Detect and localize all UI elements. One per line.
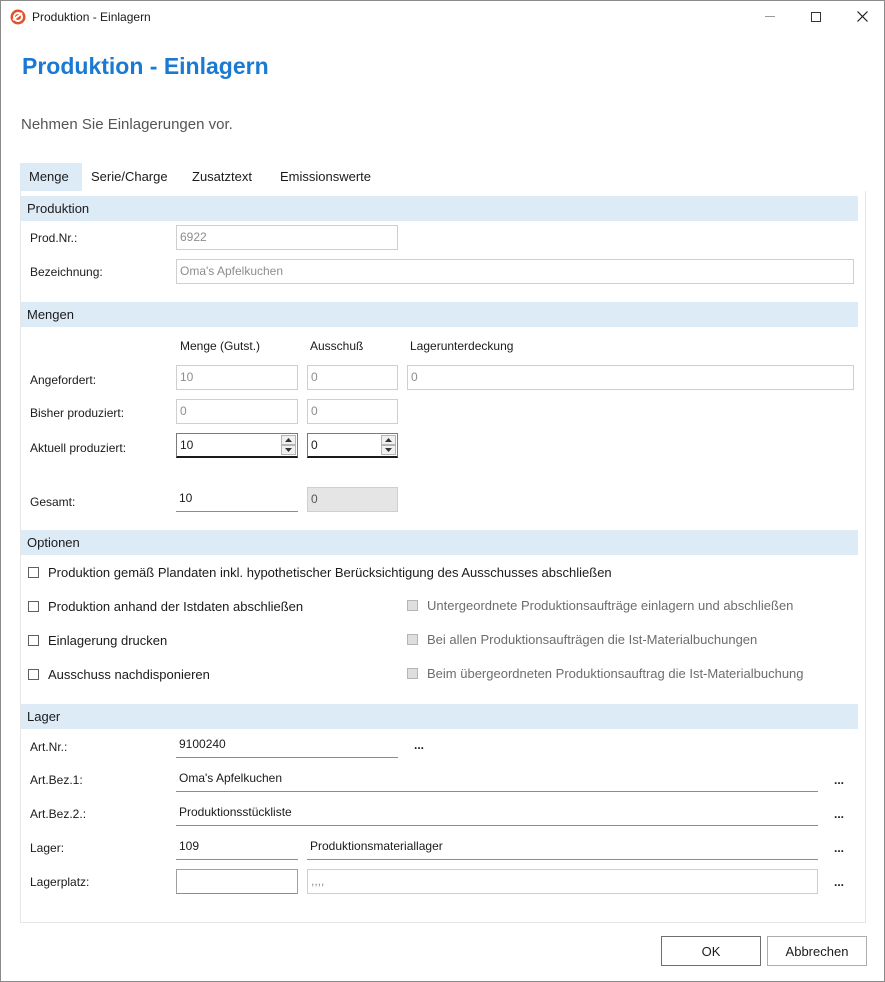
checkbox-untergeordnete-einlagern xyxy=(407,598,793,613)
artbez2-lookup-button[interactable]: ... xyxy=(834,807,845,821)
checkbox-box xyxy=(28,601,39,612)
artnr-lookup-button[interactable]: ... xyxy=(414,738,425,752)
maximize-icon xyxy=(811,12,821,22)
spin-down-button[interactable] xyxy=(281,445,296,455)
gesamt-ausschuss-field: 0 xyxy=(307,487,398,512)
tab-menge[interactable]: Menge xyxy=(20,163,82,191)
page-subtitle: Nehmen Sie Einlagerungen vor. xyxy=(21,116,233,133)
aktuell-menge-value: 10 xyxy=(180,438,194,452)
column-header-menge: Menge (Gutst.) xyxy=(180,339,261,353)
cancel-button[interactable]: Abbrechen xyxy=(767,936,867,966)
aktuell-ausschuss-spin-buttons xyxy=(381,435,396,455)
lager-lookup-button[interactable]: ... xyxy=(834,841,845,855)
bisher-produziert-label: Bisher produziert: xyxy=(30,406,125,420)
lager-label: Lager: xyxy=(30,841,65,855)
checkbox-label: Beim übergeordneten Produktionsauftrag die Ist-Materialbuchung xyxy=(427,666,804,681)
checkbox-box xyxy=(28,567,39,578)
tab-zusatztext[interactable]: Zusatztext xyxy=(192,169,252,184)
aktuell-ausschuss-stepper[interactable] xyxy=(307,433,398,458)
close-button[interactable] xyxy=(839,1,885,32)
checkbox-alle-ist-materialbuchungen xyxy=(407,632,757,647)
window-title: Produktion - Einlagern xyxy=(32,10,151,24)
aktuell-menge-spin-buttons xyxy=(281,435,296,455)
bisher-menge-field[interactable]: 0 xyxy=(176,399,298,424)
bisher-ausschuss-field[interactable]: 0 xyxy=(307,399,398,424)
gesamt-menge-field[interactable]: 10 xyxy=(176,487,298,512)
angefordert-lagerunterdeckung-field[interactable]: 0 xyxy=(407,365,854,390)
title-bar xyxy=(1,1,884,32)
angefordert-ausschuss-field[interactable]: 0 xyxy=(307,365,398,390)
section-mengen: Mengen xyxy=(21,302,858,327)
lager-code-field[interactable]: 109 xyxy=(176,835,298,860)
checkbox-ausschuss-nachdisponieren[interactable] xyxy=(28,667,210,682)
checkbox-label: Ausschuss nachdisponieren xyxy=(48,667,210,682)
section-optionen: Optionen xyxy=(21,530,858,555)
aktuell-menge-stepper[interactable] xyxy=(176,433,298,458)
checkbox-box xyxy=(28,669,39,680)
chevron-down-icon xyxy=(285,448,292,452)
ok-button[interactable]: OK xyxy=(661,936,761,966)
artnr-field[interactable]: 9100240 xyxy=(176,733,398,758)
artbez2-field[interactable]: Produktionsstückliste xyxy=(176,801,818,826)
lagerplatz-lookup-button[interactable]: ... xyxy=(834,875,845,889)
bezeichnung-field[interactable]: Oma's Apfelkuchen xyxy=(176,259,854,284)
artnr-label: Art.Nr.: xyxy=(30,740,68,754)
spin-up-button[interactable] xyxy=(281,435,296,445)
lagerplatz-code-field[interactable] xyxy=(176,869,298,894)
chevron-up-icon xyxy=(385,438,392,442)
gesamt-label: Gesamt: xyxy=(30,495,76,509)
checkbox-label: Produktion gemäß Plandaten inkl. hypothetischer Berücksichtigung des Ausschusses abschließen xyxy=(48,565,612,580)
spin-up-button[interactable] xyxy=(381,435,396,445)
lager-name-field[interactable]: Produktionsmateriallager xyxy=(307,835,818,860)
checkbox-label: Untergeordnete Produktionsaufträge einlagern und abschließen xyxy=(427,598,794,613)
checkbox-plandaten-abschliessen[interactable] xyxy=(28,565,612,580)
checkbox-label: Einlagerung drucken xyxy=(48,633,168,648)
prodnr-field[interactable]: 6922 xyxy=(176,225,398,250)
lagerplatz-name-field[interactable]: ,,,, xyxy=(307,869,818,894)
angefordert-menge-field[interactable]: 10 xyxy=(176,365,298,390)
column-header-ausschuss: Ausschuß xyxy=(310,339,364,353)
section-lager: Lager xyxy=(21,704,858,729)
tab-serie-charge[interactable]: Serie/Charge xyxy=(91,169,168,184)
checkbox-label: Produktion anhand der Istdaten abschließen xyxy=(48,599,304,614)
lagerplatz-label: Lagerplatz: xyxy=(30,875,90,889)
checkbox-label: Bei allen Produktionsaufträgen die Ist-Materialbuchungen xyxy=(427,632,758,647)
aktuell-produziert-label: Aktuell produziert: xyxy=(30,441,127,455)
artbez2-label: Art.Bez.2.: xyxy=(30,807,87,821)
minimize-button[interactable] xyxy=(747,1,793,32)
artbez1-field[interactable]: Oma's Apfelkuchen xyxy=(176,767,818,792)
close-icon xyxy=(857,11,868,22)
artbez1-label: Art.Bez.1: xyxy=(30,773,83,787)
artbez1-lookup-button[interactable]: ... xyxy=(834,773,845,787)
app-logo-icon xyxy=(10,9,26,25)
column-header-lagerunterdeckung: Lagerunterdeckung xyxy=(410,339,514,353)
checkbox-box xyxy=(28,635,39,646)
tab-emissionswerte[interactable]: Emissionswerte xyxy=(280,169,372,184)
spin-down-button[interactable] xyxy=(381,445,396,455)
minimize-icon xyxy=(765,16,775,17)
section-produktion: Produktion xyxy=(21,196,858,221)
checkbox-box xyxy=(407,634,418,645)
aktuell-ausschuss-value: 0 xyxy=(311,438,318,452)
bezeichnung-label: Bezeichnung: xyxy=(30,265,103,279)
checkbox-istdaten-abschliessen[interactable] xyxy=(28,599,303,614)
checkbox-box xyxy=(407,600,418,611)
checkbox-uebergeordnet-ist-materialbuchung xyxy=(407,666,804,681)
checkbox-box xyxy=(407,668,418,679)
angefordert-label: Angefordert: xyxy=(30,373,97,387)
maximize-button[interactable] xyxy=(793,1,839,32)
chevron-up-icon xyxy=(285,438,292,442)
checkbox-einlagerung-drucken[interactable] xyxy=(28,633,167,648)
prodnr-label: Prod.Nr.: xyxy=(30,231,78,245)
page-title: Produktion - Einlagern xyxy=(22,53,269,79)
chevron-down-icon xyxy=(385,448,392,452)
